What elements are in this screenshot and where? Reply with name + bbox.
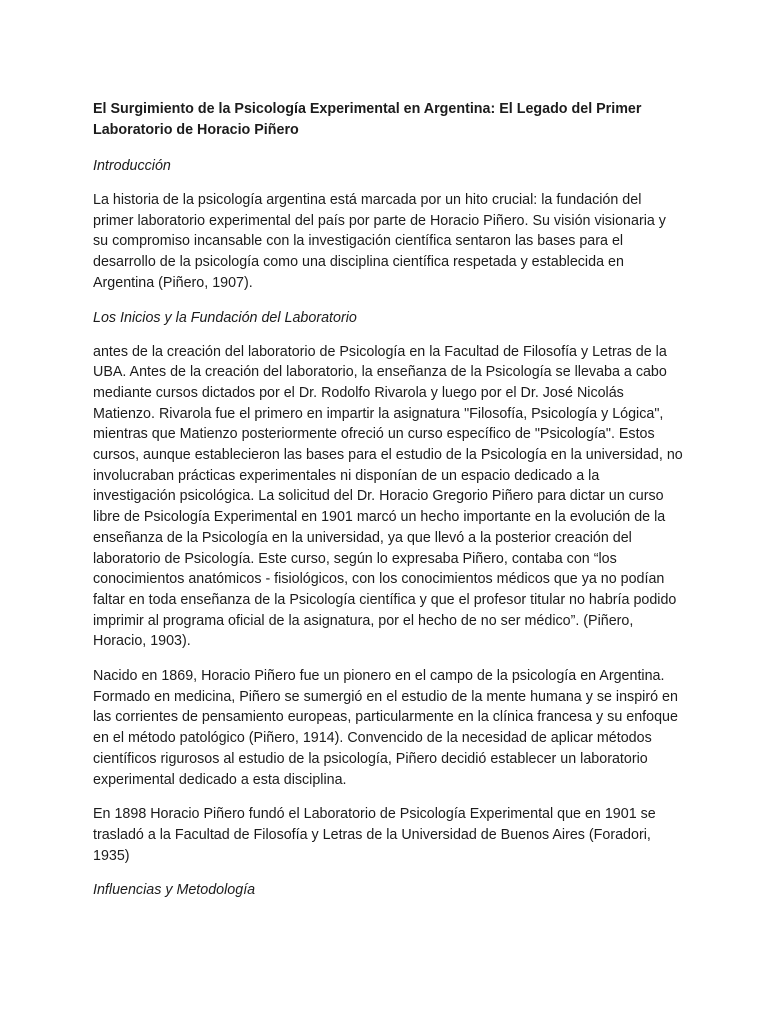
document-page	[93, 99, 683, 914]
section-heading-influencias: Influencias y Metodología	[93, 882, 256, 899]
paragraph: Nacido en 1869, Horacio Piñero fue un pionero en el campo de la psicología en Argentina. Formado en medicina, Piñero se sumergió en el estudio de la mente humana y se inspiró en las corrientes de pensamiento europeas, particularmente en la clínica francesa y su enfoque en el método patológico (Piñero, 1914). Convencido de la necesidad de aplicar métodos científicos rigurosos al estudio de la psicología, Piñero decidió establecer un laboratorio experimental dedicado a esta disciplina.	[93, 668, 678, 788]
paragraph: antes de la creación del laboratorio de Psicología en la Facultad de Filosofía y Letras de la UBA. Antes de la creación del laboratorio, la enseñanza de la Psicología se llevaba a cabo mediante cursos dictados por el Dr. Rodolfo Rivarola y luego por el Dr. José Nicolás Matienzo. Rivarola fue el primero en impartir la asignatura "Filosofía, Psicología y Lógica", mientras que Matienzo posteriormente ofreció un curso específico de "Psicología". Estos cursos, aunque establecieron las bases para el estudio de la Psicología en la universidad, no involucraban prácticas experimentales ni disponían de un espacio dedicado a la investigación psicológica. La solicitud del Dr. Horacio Gregorio Piñero para dictar un curso libre de Psicología Experimental en 1901 marcó un hecho importante en la evolución de la enseñanza de la Psicología en la universidad, ya que llevó a la posterior creación del laboratorio de Psicología. Este curso, según lo expresaba Piñero, contaba con “los conocimientos anatómicos - fisiológicos, con los conocimientos médicos que ya no podían faltar en toda enseñanza de la Psicología científica y que el profesor titular no habría podido imprimir al programa oficial de la asignatura, por el hecho de no ser médico”. (Piñero, Horacio, 1903).	[93, 343, 683, 650]
paragraph: En 1898 Horacio Piñero fundó el Laboratorio de Psicología Experimental que en 1901 se trasladó a la Facultad de Filosofía y Letras de la Universidad de Buenos Aires (Foradori, 1935)	[93, 806, 656, 864]
section-heading-inicios: Los Inicios y la Fundación del Laboratorio	[93, 309, 357, 326]
paragraph: La historia de la psicología argentina está marcada por un hito crucial: la fundación del primer laboratorio experimental del país por parte de Horacio Piñero. Su visión visionaria y su compromiso incansable con la investigación científica sentaron las bases para el desarrollo de la psicología como una disciplina científica respetada y establecida en Argentina (Piñero, 1907).	[93, 192, 666, 291]
document-title: El Surgimiento de la Psicología Experimental en Argentina: El Legado del Primer Laboratorio de Horacio Piñero	[93, 101, 642, 138]
section-heading-introduccion: Introducción	[93, 158, 171, 174]
